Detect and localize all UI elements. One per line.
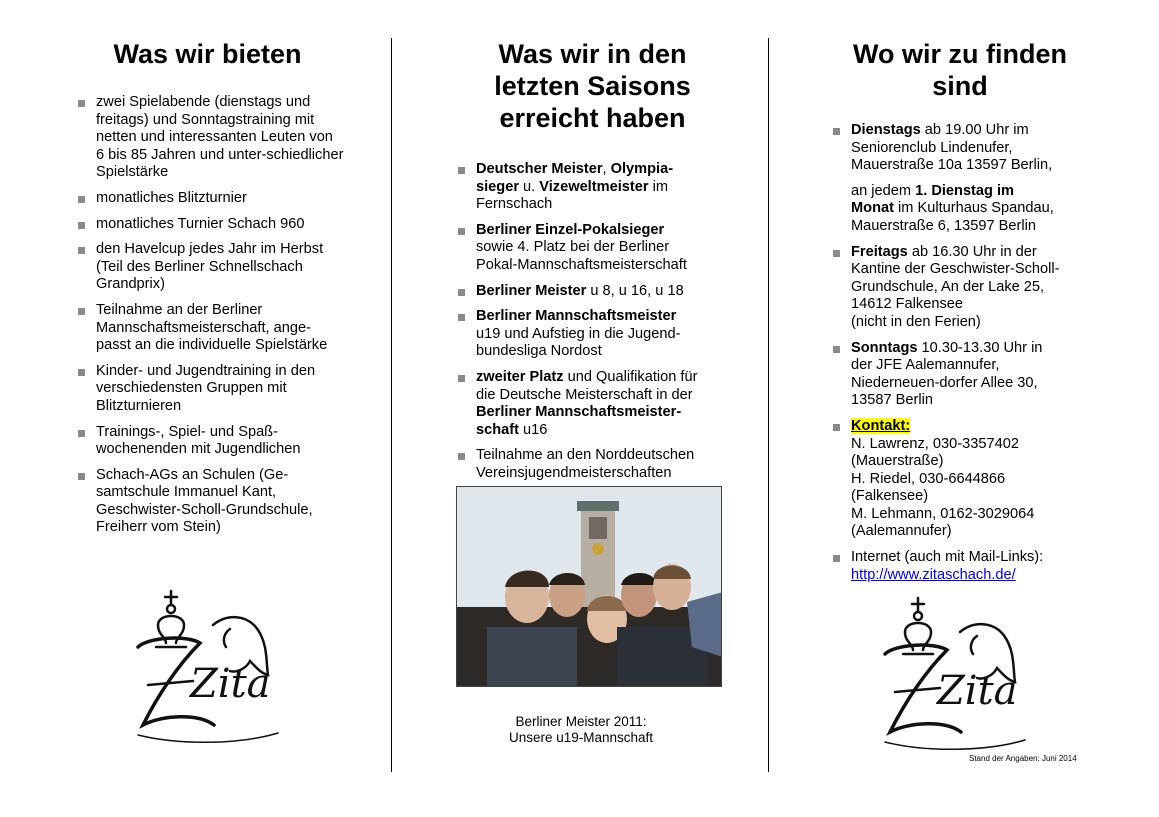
list-item: Berliner Mannschaftsmeister u19 und Aufstieg in die Jugend-bundesliga Nordost bbox=[450, 308, 702, 361]
team-photo bbox=[456, 486, 722, 687]
list-item: Berliner Meister u 8, u 16, u 18 bbox=[450, 283, 702, 301]
list-item: Teilnahme an der Berliner Mannschaftsmeisterschaft, ange-passt an die individuelle Spielstärke bbox=[70, 302, 345, 355]
bullet-icon bbox=[78, 247, 85, 254]
bullet-icon bbox=[78, 430, 85, 437]
list-item: Schach-AGs an Schulen (Ge-samtschule Immanuel Kant, Geschwister-Scholl-Grundschule, Freiherr vom Stein) bbox=[70, 467, 345, 537]
offer-title: Was wir bieten bbox=[113, 39, 302, 69]
bullet-icon bbox=[458, 228, 465, 235]
list-item: Teilnahme an den Norddeutschen Vereinsjugendmeisterschaften bbox=[450, 447, 702, 482]
list-item: Kinder- und Jugendtraining in den verschiedensten Gruppen mit Blitzturnieren bbox=[70, 363, 345, 416]
svg-text:Zita: Zita bbox=[190, 661, 271, 707]
bullet-icon bbox=[78, 100, 85, 107]
list-item: zwei Spielabende (dienstags und freitags) und Sonntagstraining mit netten und interessanten Leuten von 6 bis 85 Jahren und unter-schiedlicher Spielstärke bbox=[70, 94, 345, 182]
achievements-title: Was wir in den letzten Saisons erreicht haben bbox=[494, 39, 691, 133]
bullet-icon bbox=[833, 555, 840, 562]
list-item: monatliches Blitzturnier bbox=[70, 190, 345, 208]
bullet-icon bbox=[833, 128, 840, 135]
bullet-icon bbox=[78, 222, 85, 229]
list-item: monatliches Turnier Schach 960 bbox=[70, 216, 345, 234]
bullet-icon bbox=[78, 308, 85, 315]
list-item: Deutscher Meister, Olympia-sieger u. Vizeweltmeister im Fernschach bbox=[450, 161, 702, 214]
list-item-dienstags: Dienstags ab 19.00 Uhr im Seniorenclub Lindenufer, Mauerstraße 10a 13597 Berlin, an jedem 1. Dienstag im Monat im Kulturhaus Spandau, Mauerstraße 6, 13597 Berlin bbox=[825, 122, 1060, 236]
list-item: den Havelcup jedes Jahr im Herbst (Teil des Berliner Schnellschach Grandprix) bbox=[70, 241, 345, 294]
achievements-list bbox=[450, 161, 702, 483]
bullet-icon bbox=[458, 167, 465, 174]
kontakt-label: Kontakt: bbox=[851, 417, 911, 434]
data-status-note: Stand der Angaben: Juni 2014 bbox=[969, 754, 1077, 763]
column-location bbox=[825, 0, 1095, 592]
bullet-icon bbox=[833, 250, 840, 257]
bullet-icon bbox=[458, 453, 465, 460]
zita-logo-icon bbox=[118, 585, 288, 755]
svg-text:Zita: Zita bbox=[937, 668, 1018, 714]
offer-list bbox=[70, 94, 345, 537]
location-list bbox=[825, 122, 1060, 584]
column-offer bbox=[70, 0, 345, 545]
bullet-icon bbox=[458, 289, 465, 296]
bullet-icon bbox=[78, 473, 85, 480]
bullet-icon bbox=[78, 369, 85, 376]
list-item-internet: Internet (auch mit Mail-Links): http://www.zitaschach.de/ bbox=[825, 549, 1060, 584]
bullet-icon bbox=[78, 196, 85, 203]
website-link[interactable]: http://www.zitaschach.de/ bbox=[851, 566, 1016, 583]
list-item: zweiter Platz und Qualifikation für die Deutsche Meisterschaft in der Berliner Mannschaftsmeister-schaft u16 bbox=[450, 369, 702, 439]
column-divider-2 bbox=[768, 38, 769, 772]
list-item: Trainings-, Spiel- und Spaß-wochenenden mit Jugendlichen bbox=[70, 424, 345, 459]
bullet-icon bbox=[458, 375, 465, 382]
bullet-icon bbox=[833, 424, 840, 431]
column-divider-1 bbox=[391, 38, 392, 772]
photo-caption: Berliner Meister 2011: Unsere u19-Mannschaft bbox=[508, 714, 654, 745]
bullet-icon bbox=[833, 346, 840, 353]
list-item: Berliner Einzel-Pokalsieger sowie 4. Platz bei der Berliner Pokal-Mannschaftsmeisterschaft bbox=[450, 222, 702, 275]
column-achievements bbox=[450, 0, 735, 491]
list-item-freitags: Freitags ab 16.30 Uhr in der Kantine der Geschwister-Scholl-Grundschule, An der Lake 25, 14612 Falkensee (nicht in den Ferien) bbox=[825, 244, 1060, 332]
list-item-kontakt: Kontakt: N. Lawrenz, 030-3357402 (Mauerstraße) H. Riedel, 030-6644866 (Falkensee) M. Lehmann, 0162-3029064 (Aalemannufer) bbox=[825, 418, 1060, 541]
list-item-sonntags: Sonntags 10.30-13.30 Uhr in der JFE Aalemannufer, Niederneuen-dorfer Allee 30, 13587 Berlin bbox=[825, 340, 1060, 410]
team-photo-illustration bbox=[457, 487, 722, 687]
bullet-icon bbox=[458, 314, 465, 321]
location-title: Wo wir zu finden sind bbox=[853, 39, 1067, 101]
zita-logo-icon-2 bbox=[865, 592, 1035, 762]
